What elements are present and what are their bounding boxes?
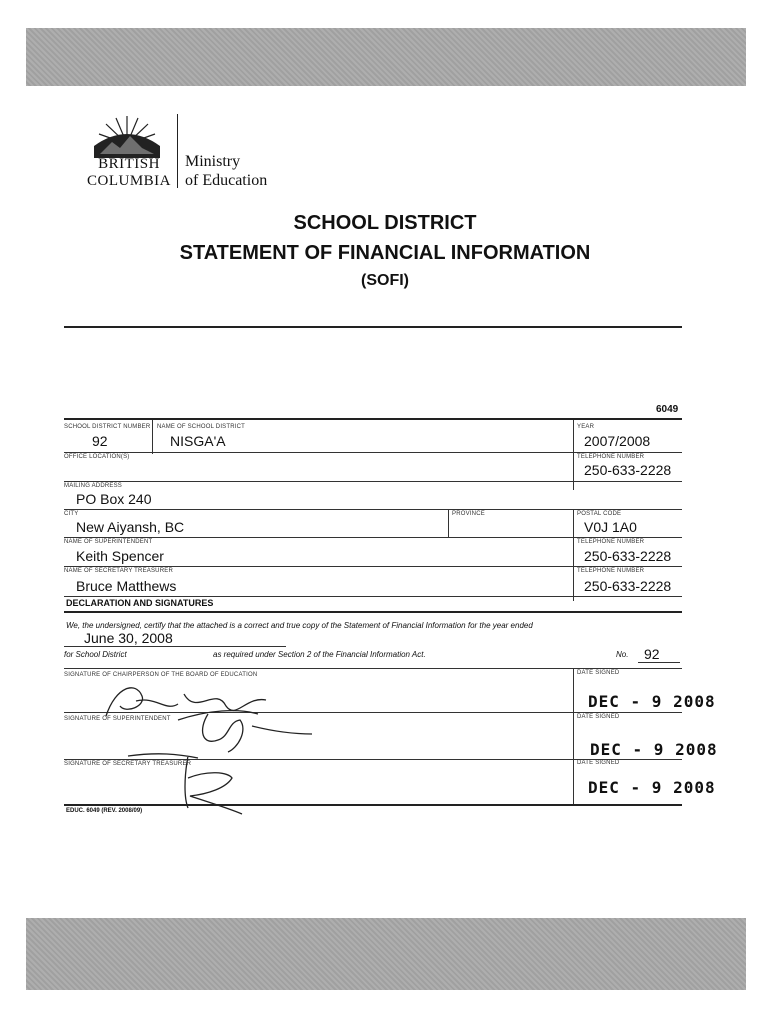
row-rule [64,596,682,597]
superintendent-name-value: Keith Spencer [76,548,164,564]
telephone-label-3: TELEPHONE NUMBER [577,568,645,574]
year-label: YEAR [577,424,595,430]
form-top-rule [64,418,682,420]
secretary-name-label: NAME OF SECRETARY TREASURER [64,568,173,574]
declaration-statement: We, the undersigned, certify that the attached is a correct and true copy of the Statement of Financial Information for the year ended [66,621,533,630]
ministry-name: Ministry of Education [185,153,268,189]
district-no-label: No. [616,650,629,659]
divider [573,509,574,601]
district-number-value: 92 [92,433,108,449]
row-rule [64,566,682,567]
divider [573,668,574,805]
office-location-label: OFFICE LOCATION(S) [64,454,130,460]
divider [573,420,574,490]
bc-logo [86,112,286,192]
province-label: PROVINCE [452,511,485,517]
district-no-underline [638,662,680,663]
title-line-3: (SOFI) [361,272,409,289]
as-required-text: as required under Section 2 of the Financial Information Act. [213,650,426,659]
superintendent-signature-label: SIGNATURE OF SUPERINTENDENT [64,716,171,722]
telephone-value-2: 250-633-2228 [584,548,672,564]
year-ended-underline [64,646,286,647]
date-signed-label-2: DATE SIGNED [577,714,620,720]
divider [152,420,153,454]
postal-code-value: V0J 1A0 [584,519,637,535]
date-signed-label-3: DATE SIGNED [577,760,620,766]
scan-band-top [26,28,746,86]
divider [448,509,449,537]
city-value: New Aiyansh, BC [76,519,185,535]
superintendent-name-label: NAME OF SUPERINTENDENT [64,539,153,545]
form-number: EDUC. 6049 (REV. 2008/09) [66,808,143,814]
for-school-district-text: for School District [64,650,127,659]
mailing-address-label: MAILING ADDRESS [64,483,123,489]
scan-band-bottom [26,918,746,990]
form-code: 6049 [656,404,679,415]
district-no-value: 92 [644,646,660,662]
row-rule [64,668,682,669]
date-signed-label-1: DATE SIGNED [577,670,620,676]
secretary-signature-label: SIGNATURE OF SECRETARY TREASURER [64,761,192,767]
city-label: CITY [64,511,79,517]
telephone-value-3: 250-633-2228 [584,578,672,594]
district-name-label: NAME OF SCHOOL DISTRICT [157,424,246,430]
district-number-label: SCHOOL DISTRICT NUMBER [64,424,151,430]
row-rule [64,537,682,538]
logo-wordmark: BRITISH COLUMBIA [86,156,171,189]
row-rule [64,481,682,482]
row-rule [64,452,682,453]
date-stamp-3: DEC - 9 2008 [588,778,716,797]
sun-mountain-icon [94,114,160,158]
date-stamp-1: DEC - 9 2008 [588,692,716,711]
telephone-label-1: TELEPHONE NUMBER [577,454,645,460]
date-stamp-2: DEC - 9 2008 [590,740,718,759]
year-ended-value: June 30, 2008 [84,630,173,646]
logo-divider [177,114,178,188]
telephone-value-1: 250-633-2228 [584,462,672,478]
district-name-value: NISGA'A [170,433,226,449]
secretary-name-value: Bruce Matthews [76,578,177,594]
declaration-rule [64,611,682,613]
declaration-heading: DECLARATION AND SIGNATURES [66,598,214,608]
telephone-label-2: TELEPHONE NUMBER [577,539,645,545]
postal-code-label: POSTAL CODE [577,511,622,517]
title-line-1: SCHOOL DISTRICT [293,212,477,234]
secretary-signature-mark [118,748,248,820]
mailing-address-value: PO Box 240 [76,491,152,507]
row-rule [64,509,682,510]
chair-signature-label: SIGNATURE OF CHAIRPERSON OF THE BOARD OF EDUCATION [64,672,258,678]
year-value: 2007/2008 [584,433,651,449]
title-line-2: STATEMENT OF FINANCIAL INFORMATION [179,242,591,264]
title-rule [64,326,682,328]
